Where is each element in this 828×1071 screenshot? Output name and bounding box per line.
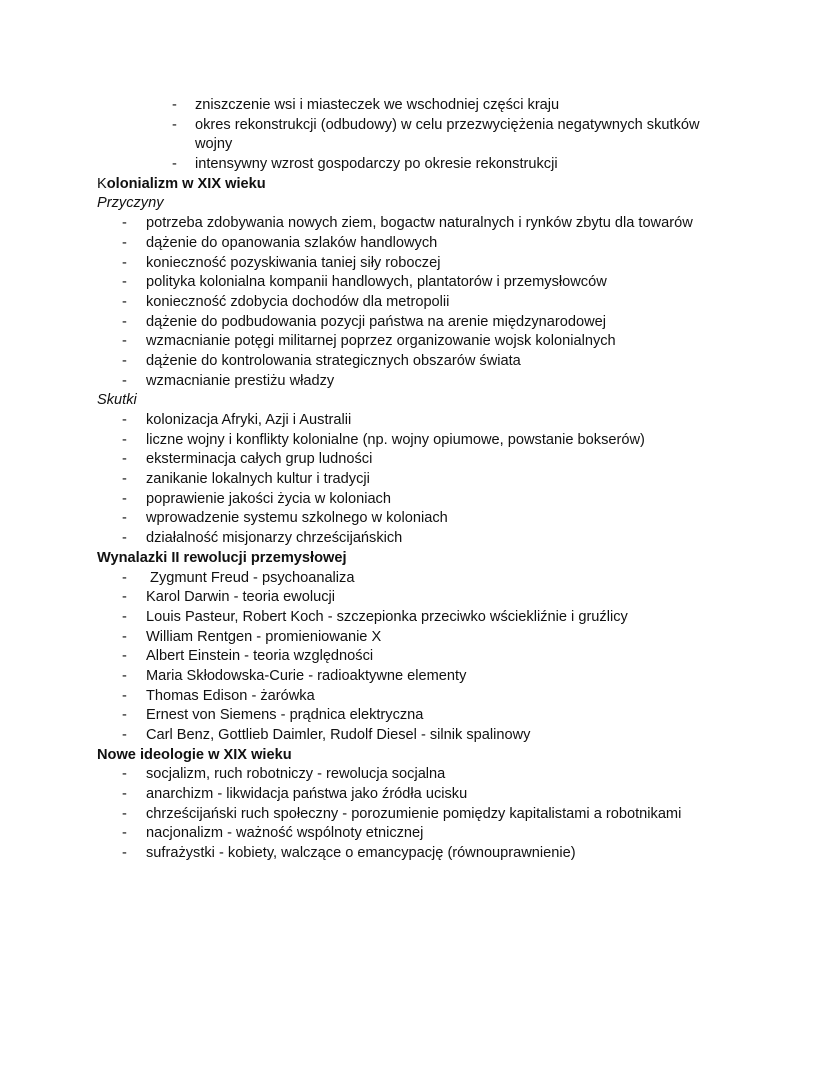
list-item-text: wojny: [195, 136, 233, 153]
dash-bullet: -: [122, 352, 127, 369]
list-item: [0, 569, 828, 589]
dash-bullet: -: [122, 293, 127, 310]
dash-bullet: -: [122, 667, 127, 684]
dash-bullet: -: [122, 490, 127, 507]
dash-bullet: -: [122, 727, 127, 743]
list-item: [0, 372, 828, 392]
dash-bullet: -: [122, 589, 127, 606]
list-item: [0, 805, 828, 825]
list-item: [0, 293, 828, 313]
list-item: [0, 706, 828, 726]
dash-bullet: -: [122, 628, 127, 645]
dash-bullet: -: [122, 569, 127, 586]
effects-list: [0, 411, 828, 549]
dash-bullet: -: [122, 845, 127, 862]
list-item: [0, 214, 828, 234]
list-item-text: Thomas Edison - żarówka: [146, 687, 315, 704]
list-item: [0, 529, 828, 549]
list-item: [0, 844, 828, 864]
list-item: [0, 765, 828, 785]
dash-bullet: -: [122, 687, 127, 704]
list-item: [0, 687, 828, 707]
dash-bullet: -: [172, 97, 177, 113]
list-item: [0, 785, 828, 805]
list-item: [0, 470, 828, 490]
list-item-text: Karol Darwin - teoria ewolucji: [146, 589, 335, 606]
list-item: [0, 726, 828, 746]
list-item-text: poprawienie jakości życia w koloniach: [146, 490, 391, 507]
list-item-text: wzmacnianie potęgi militarnej poprzez organizowanie wojsk kolonialnych: [146, 333, 616, 350]
list-item-text: chrześcijański ruch społeczny - porozumienie pomiędzy kapitalistami a robotnikami: [146, 805, 682, 822]
list-item: [0, 116, 828, 136]
dash-bullet: -: [122, 471, 127, 488]
list-item-text: zanikanie lokalnych kultur i tradycji: [146, 471, 370, 488]
dash-bullet: -: [122, 412, 127, 428]
list-item-text: wzmacnianie prestiżu władzy: [146, 372, 335, 389]
list-item-text: Albert Einstein - teoria względności: [146, 648, 374, 665]
list-item-text: dążenie do podbudowania pozycji państwa na arenie międzynarodowej: [146, 313, 607, 330]
dash-bullet: -: [122, 805, 127, 822]
dash-bullet: -: [172, 116, 177, 133]
list-item: [0, 234, 828, 254]
list-item-text: Ernest von Siemens - prądnica elektryczna: [146, 707, 424, 724]
dash-bullet: -: [122, 707, 127, 724]
list-item: [0, 628, 828, 648]
subtitle-causes: Przyczyny: [97, 195, 164, 212]
list-item-text: anarchizm - likwidacja państwa jako źródła ucisku: [146, 786, 468, 803]
list-item: [0, 490, 828, 510]
dash-bullet: -: [122, 333, 127, 350]
list-item: [0, 450, 828, 470]
dash-bullet: -: [172, 156, 177, 173]
list-item-text: Carl Benz, Gottlieb Daimler, Rudolf Diesel - silnik spalinowy: [146, 727, 531, 743]
section-title-colonialism: [0, 175, 828, 195]
list-item-text: wprowadzenie systemu szkolnego w koloniach: [146, 510, 448, 527]
dash-bullet: -: [122, 372, 127, 389]
dash-bullet: -: [122, 274, 127, 291]
list-item-text: Zygmunt Freud - psychoanaliza: [146, 569, 355, 586]
dash-bullet: -: [122, 786, 127, 803]
dash-bullet: -: [122, 510, 127, 527]
list-item-text: socjalizm, ruch robotniczy - rewolucja socjalna: [146, 766, 446, 783]
list-item: [0, 254, 828, 274]
list-item-text: potrzeba zdobywania nowych ziem, bogactw naturalnych i rynków zbytu dla towarów: [146, 215, 693, 232]
dash-bullet: -: [122, 313, 127, 330]
list-item-text: konieczność zdobycia dochodów dla metropolii: [146, 293, 450, 310]
dash-bullet: -: [122, 530, 127, 547]
list-item-text: sufrażystki - kobiety, walczące o emancypację (równouprawnienie): [146, 845, 576, 862]
dash-bullet: -: [122, 451, 127, 468]
list-item-text: działalność misjonarzy chrześcijańskich: [146, 530, 403, 547]
list-item-text: liczne wojny i konflikty kolonialne (np. wojny opiumowe, powstanie bokserów): [146, 431, 645, 448]
list-item-text: nacjonalizm - ważność wspólnoty etnicznej: [146, 825, 424, 842]
list-item: [0, 96, 828, 116]
list-item-text: konieczność pozyskiwania taniej siły roboczej: [146, 254, 441, 271]
list-item-text: Maria Skłodowska-Curie - radioaktywne elementy: [146, 667, 467, 684]
list-item: [0, 155, 828, 175]
title-rest: olonializm w XIX wieku: [106, 175, 266, 192]
list-item-text: polityka kolonialna kompanii handlowych, plantatorów i przemysłowców: [146, 274, 607, 291]
dash-bullet: -: [122, 608, 127, 625]
list-item: [0, 824, 828, 844]
list-item: [0, 352, 828, 372]
section-title-ideologies: Nowe ideologie w XIX wieku: [97, 746, 292, 763]
list-item: [0, 647, 828, 667]
list-item-text: dążenie do opanowania szlaków handlowych: [146, 234, 438, 251]
dash-bullet: -: [122, 254, 127, 271]
dash-bullet: -: [122, 431, 127, 448]
list-item: [0, 313, 828, 333]
subtitle-effects: Skutki: [97, 392, 137, 409]
dash-bullet: -: [122, 825, 127, 842]
list-item-text: zniszczenie wsi i miasteczek we wschodniej części kraju: [195, 97, 560, 113]
list-item-text: dążenie do kontrolowania strategicznych obszarów świata: [146, 352, 521, 369]
list-item: [0, 588, 828, 608]
list-item: [0, 608, 828, 628]
list-item: [0, 411, 828, 431]
section-title-inventions: Wynalazki II rewolucji przemysłowej: [97, 549, 347, 566]
list-item: [0, 431, 828, 451]
list-item: [0, 509, 828, 529]
list-item-text: kolonizacja Afryki, Azji i Australii: [146, 412, 352, 428]
title-first-letter: K: [97, 175, 107, 192]
list-item-text: intensywny wzrost gospodarczy po okresie rekonstrukcji: [195, 156, 558, 173]
causes-list: [0, 214, 828, 391]
document-page: [0, 96, 828, 864]
list-item-text: eksterminacja całych grup ludności: [146, 451, 373, 468]
list-item-text: okres rekonstrukcji (odbudowy) w celu przezwyciężenia negatywnych skutków: [195, 116, 700, 133]
list-item: [0, 273, 828, 293]
dash-bullet: -: [122, 766, 127, 783]
dash-bullet: -: [122, 648, 127, 665]
ideologies-list: [0, 765, 828, 863]
intro-list: [0, 96, 828, 175]
list-item: [0, 667, 828, 687]
list-item: [0, 332, 828, 352]
list-item-text: Louis Pasteur, Robert Koch - szczepionka przeciwko wściekliźnie i gruźlicy: [146, 608, 628, 625]
dash-bullet: -: [122, 215, 127, 232]
list-item-continuation: [0, 135, 828, 155]
dash-bullet: -: [122, 234, 127, 251]
inventions-list: [0, 569, 828, 746]
list-item-text: William Rentgen - promieniowanie X: [146, 628, 382, 645]
